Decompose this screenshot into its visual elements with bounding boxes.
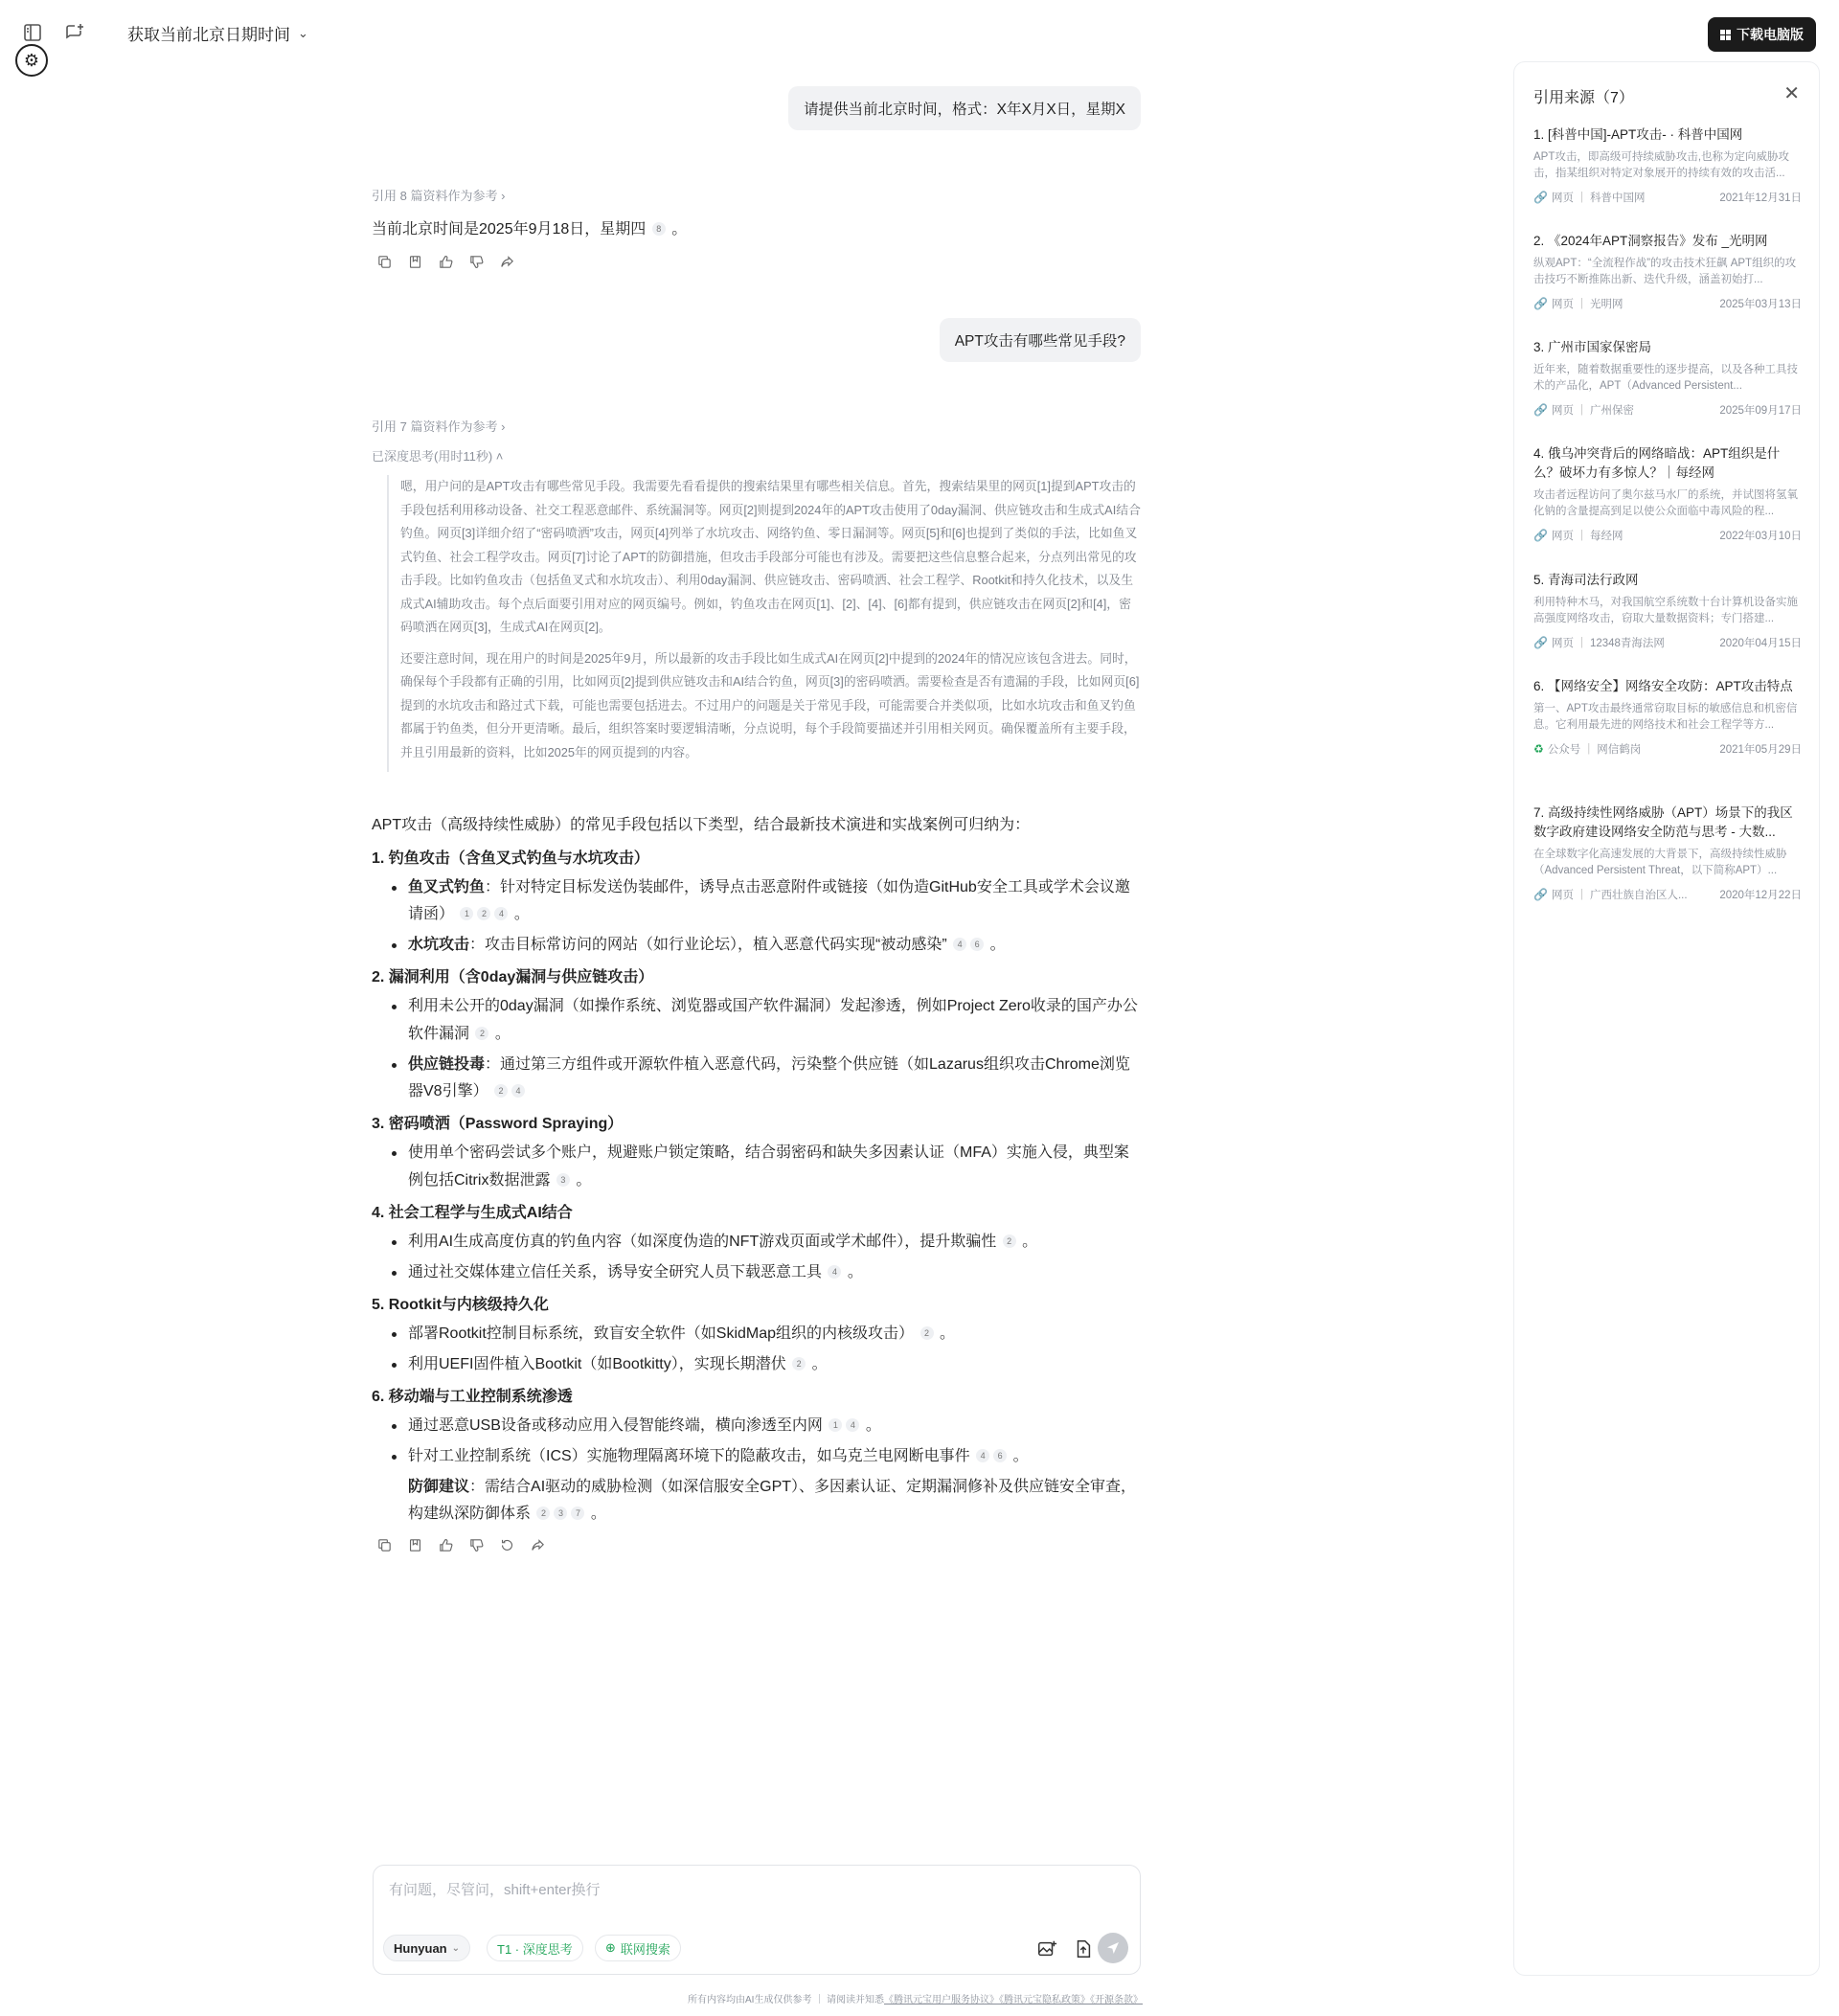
- source-card[interactable]: 6. 【网络安全】网络安全攻防：APT攻击特点 第一、APT攻击最终通常窃取目标的敏感信息和机密信息。它利用最先进的网络技术和社会工程学等方... ♻ 公众号 | 网信鹤岗 2021年05月29日: [1533, 679, 1802, 756]
- list-item: 供应链投毒：通过第三方组件或开源软件植入恶意代码，污染整个供应链（如Lazarus组织攻击Chrome浏览器V8引擎） 2 4: [408, 1052, 1141, 1106]
- source-card[interactable]: 1. [科普中国]-APT攻击- · 科普中国网 APT攻击，即高级可持续威胁攻击,也称为定向威胁攻击，指某组织对特定对象展开的持续有效的攻击活... 🔗 网页 | 科普中国网 2021年12月31日: [1533, 127, 1802, 204]
- list-item: 利用AI生成高度仿真的钓鱼内容（如深度伪造的NFT游戏页面或学术邮件），提升欺骗性 2 。: [408, 1229, 1141, 1257]
- source-card[interactable]: 2. 《2024年APT洞察报告》发布 _光明网 纵观APT：“全流程作战”的攻击技术狂飙 APT组织的攻击技巧不断推陈出新、迭代升级，涵盖初始打... 🔗 网页 | 光明网 2025年03月13日: [1533, 234, 1802, 310]
- link-icon: 🔗: [1533, 297, 1548, 310]
- citation-badge[interactable]: 2: [920, 1326, 934, 1340]
- sidebar-toggle-icon[interactable]: [21, 21, 44, 44]
- sources-panel: [1513, 61, 1820, 1976]
- chat-input-box[interactable]: [373, 1865, 1141, 1975]
- user-message: 请提供当前北京时间，格式：X年X月X日，星期X: [788, 86, 1141, 130]
- download-desktop-button[interactable]: [1708, 17, 1816, 52]
- reference-count-link[interactable]: 引用 7 篇资料作为参考 ›: [372, 419, 506, 434]
- deep-think-toggle[interactable]: T1 · 深度思考: [487, 1935, 583, 1961]
- list-item: 使用单个密码尝试多个账户，规避账户锁定策略，结合弱密码和缺失多因素认证（MFA）实施入侵，典型案例包括Citrix数据泄露 3 。: [408, 1140, 1141, 1194]
- citation-badge[interactable]: 6: [970, 938, 984, 951]
- windows-icon: [1720, 30, 1731, 40]
- answer-intro: APT攻击（高级持续性威胁）的常见手段包括以下类型，结合最新技术演进和实战案例可归纳为：: [372, 817, 1031, 833]
- answer-text: 当前北京时间是2025年9月18日，星期四: [372, 221, 647, 238]
- list-item: 利用UEFI固件植入Bootkit（如Bootkitty），实现长期潜伏 2 。: [408, 1351, 1141, 1379]
- reference-count-link[interactable]: 引用 8 篇资料作为参考 ›: [372, 189, 506, 203]
- source-card[interactable]: 7. 高级持续性网络威胁（APT）场景下的我区数字政府建设网络安全防范与思考 - 大数... 在全球数字化高速发展的大背景下，高级持续性威胁（Advanced Persistent Threat，以下简称APT）... 🔗 网页 | 广西壮族自治区人... 2020年12月22日: [1533, 805, 1802, 901]
- citation-badge[interactable]: 3: [554, 1506, 567, 1520]
- citation-badge[interactable]: 4: [828, 1265, 841, 1279]
- source-card[interactable]: 3. 广州市国家保密局 近年来，随着数据重要性的逐步提高，以及各种工具技术的产品化，APT（Advanced Persistent... 🔗 网页 | 广州保密 2025年09月17日: [1533, 340, 1802, 417]
- file-upload-icon[interactable]: [1073, 1938, 1094, 1959]
- link-icon: 🔗: [1533, 403, 1548, 417]
- chat-input-placeholder[interactable]: 有问题，尽管问，shift+enter换行: [389, 1882, 601, 1898]
- citation-badge[interactable]: 4: [846, 1418, 859, 1432]
- citation-badge[interactable]: 7: [571, 1506, 584, 1520]
- user-message: APT攻击有哪些常见手段?: [940, 318, 1141, 362]
- image-upload-icon[interactable]: [1036, 1938, 1057, 1959]
- message-actions: [375, 1536, 546, 1553]
- chevron-down-icon: ⌄: [298, 25, 308, 40]
- citation-badge[interactable]: 8: [652, 222, 666, 236]
- wechat-icon: ♻: [1533, 742, 1544, 756]
- section-heading: 4. 社会工程学与生成式AI结合: [372, 1204, 573, 1221]
- list-item: 部署Rootkit控制目标系统，致盲安全软件（如SkidMap组织的内核级攻击） 2 。: [408, 1321, 1141, 1348]
- send-icon[interactable]: [1098, 1933, 1128, 1963]
- list-item: 利用未公开的0day漏洞（如操作系统、浏览器或国产软件漏洞）发起渗透，例如Project Zero收录的国产办公软件漏洞 2 。: [408, 993, 1141, 1048]
- thinking-content: [387, 475, 1141, 772]
- section-heading: 1. 钓鱼攻击（含鱼叉式钓鱼与水坑攻击）: [372, 849, 649, 867]
- top-bar: [0, 0, 1839, 70]
- sources-heading: 引用来源（7）: [1533, 90, 1634, 106]
- citation-badge[interactable]: 1: [460, 907, 473, 920]
- thumbs-down-icon[interactable]: [467, 1536, 485, 1553]
- citation-badge[interactable]: 2: [536, 1506, 550, 1520]
- new-chat-icon[interactable]: [63, 21, 86, 44]
- copy-icon[interactable]: [375, 1536, 393, 1553]
- link-icon: 🔗: [1533, 191, 1548, 204]
- citation-badge[interactable]: 4: [976, 1449, 989, 1462]
- share-icon[interactable]: [498, 253, 515, 270]
- copy-icon[interactable]: [375, 253, 393, 270]
- regenerate-icon[interactable]: [498, 1536, 515, 1553]
- assistant-answer: [372, 812, 1141, 1531]
- section-heading: 3. 密码喷洒（Password Spraying）: [372, 1116, 624, 1132]
- link-icon: 🔗: [1533, 888, 1548, 901]
- globe-icon: ⊕: [605, 1940, 616, 1955]
- policy-links[interactable]: 《腾讯元宝用户服务协议》《腾讯元宝隐私政策》《开源条款》: [884, 1995, 1144, 2005]
- citation-badge[interactable]: 4: [494, 907, 508, 920]
- citation-badge[interactable]: 2: [475, 1027, 488, 1040]
- citation-badge[interactable]: 2: [477, 907, 490, 920]
- thinking-paragraph: 嗯，用户问的是APT攻击有哪些常见手段。我需要先看看提供的搜索结果里有哪些相关信息。首先，搜索结果里的网页[1]提到APT攻击的手段包括利用移动设备、社交工程恶意邮件、系统漏洞等。网页[2]则提到2024年的APT攻击使用了0day漏洞、供应链攻击和生成式AI结合钓鱼。网页[3]详细介绍了“密码喷洒”攻击，网页[4]列举了水坑攻击、网络钓鱼、零日漏洞等。网页[5]和[6]也提到了类似的手法，比如鱼叉式钓鱼、社会工程学攻击。网页[7]讨论了APT的防御措施，但攻击手段部分可能也有涉及。需要把这些信息整合起来，分点列出常见的攻击手段。比如钓鱼攻击（包括鱼叉式和水坑攻击）、利用0day漏洞、供应链攻击、密码喷洒、社会工程学、Rootkit和持久化技术，以及生成式AI辅助攻击。每个点后面要引用对应的网页编号。例如，钓鱼攻击在网页[1]、[2]、[4]、[6]都有提到，供应链攻击在网页[2]和[4]，密码喷洒在网页[3]，生成式AI在网页[2]。: [400, 479, 1141, 634]
- link-icon: 🔗: [1533, 636, 1548, 649]
- citation-badge[interactable]: 4: [511, 1084, 525, 1098]
- thumbs-down-icon[interactable]: [467, 253, 485, 270]
- assistant-answer: 当前北京时间是2025年9月18日，星期四 8 。: [372, 221, 688, 238]
- section-heading: 6. 移动端与工业控制系统渗透: [372, 1388, 573, 1405]
- source-card[interactable]: 5. 青海司法行政网 利用特种木马，对我国航空系统数十台计算机设备实施高强度网络攻击，窃取大量数据资料；专门搭建... 🔗 网页 | 12348青海法网 2020年04月15日: [1533, 573, 1802, 649]
- list-item: 针对工业控制系统（ICS）实施物理隔离环境下的隐蔽攻击，如乌克兰电网断电事件 4 6 。: [408, 1443, 1141, 1471]
- list-item: 通过恶意USB设备或移动应用入侵智能终端，横向渗透至内网 1 4 。: [408, 1413, 1141, 1440]
- citation-badge[interactable]: 2: [494, 1084, 508, 1098]
- defense-advice: 防御建议：需结合AI驱动的威胁检测（如深信服安全GPT）、多因素认证、定期漏洞修补及供应链安全审查，构建纵深防御体系 2 3 7 。: [408, 1478, 1137, 1522]
- conversation-title-text: 获取当前北京日期时间: [127, 26, 290, 44]
- model-selector[interactable]: Hunyuan ⌄: [383, 1935, 470, 1961]
- citation-badge[interactable]: 1: [829, 1418, 842, 1432]
- disclaimer-footer: 所有内容均由AI生成仅供参考 ｜ 请阅读并知悉《腾讯元宝用户服务协议》《腾讯元宝隐私政策》《开源条款》: [688, 1995, 1144, 2005]
- section-heading: 2. 漏洞利用（含0day漏洞与供应链攻击）: [372, 969, 654, 985]
- thinking-paragraph: 还要注意时间，现在用户的时间是2025年9月，所以最新的攻击手段比如生成式AI在网页[2]中提到的2024年的情况应该包含进去。同时，确保每个手段都有正确的引用，比如网页[2]提到供应链攻击和AI结合钓鱼，网页[3]的密码喷洒。需要检查是否有遗漏的手段，比如网页[6]提到的水坑攻击和路过式下载，可能也需要包括进去。不过用户的问题是关于常见手段，可能需要合并类似项，比如水坑攻击和鱼叉钓鱼都属于钓鱼类，但分开更清晰。最后，组织答案时要逻辑清晰，分点说明，每个手段简要描述并引用相关网页。确保覆盖所有主要手段，并且引用最新的资料，比如2025年的网页提到的内容。: [400, 650, 1140, 759]
- thumbs-up-icon[interactable]: [437, 1536, 454, 1553]
- close-icon[interactable]: ✕: [1783, 83, 1800, 104]
- download-desktop-label: 下载电脑版: [1737, 27, 1804, 42]
- citation-badge[interactable]: 2: [792, 1357, 806, 1370]
- web-search-toggle[interactable]: ⊕ 联网搜索: [595, 1935, 681, 1961]
- citation-badge[interactable]: 4: [953, 938, 966, 951]
- share-icon[interactable]: [529, 1536, 546, 1553]
- message-actions: [375, 253, 515, 270]
- list-item: 水坑攻击：攻击目标常访问的网站（如行业论坛），植入恶意代码实现“被动感染” 4 6 。: [408, 932, 1141, 960]
- bookmark-icon[interactable]: [406, 253, 423, 270]
- section-heading: 5. Rootkit与内核级持久化: [372, 1296, 549, 1313]
- bookmark-icon[interactable]: [406, 1536, 423, 1553]
- source-card[interactable]: 4. 俄乌冲突背后的网络暗战：APT组织是什么？破坏力有多惊人？｜每经网 攻击者远程访问了奥尔兹马水厂的系统，并试图将氢氧化钠的含量提高到足以使公众面临中毒风险的程... 🔗 网页 | 每经网 2022年03月10日: [1533, 446, 1802, 542]
- conversation-title[interactable]: [127, 21, 308, 45]
- list-item: 鱼叉式钓鱼：针对特定目标发送伪装邮件，诱导点击恶意附件或链接（如伪造GitHub安全工具或学术会议邀请函） 1 2 4 。: [408, 874, 1141, 929]
- citation-badge[interactable]: 6: [993, 1449, 1007, 1462]
- citation-badge[interactable]: 3: [556, 1173, 570, 1187]
- deep-thinking-toggle[interactable]: 已深度思考(用时11秒) ˄: [372, 449, 504, 464]
- citation-badge[interactable]: 2: [1003, 1235, 1016, 1248]
- list-item: 通过社交媒体建立信任关系，诱导安全研究人员下载恶意工具 4 。: [408, 1259, 1141, 1287]
- thumbs-up-icon[interactable]: [437, 253, 454, 270]
- link-icon: 🔗: [1533, 529, 1548, 542]
- settings-gear-icon[interactable]: ⚙: [15, 44, 48, 77]
